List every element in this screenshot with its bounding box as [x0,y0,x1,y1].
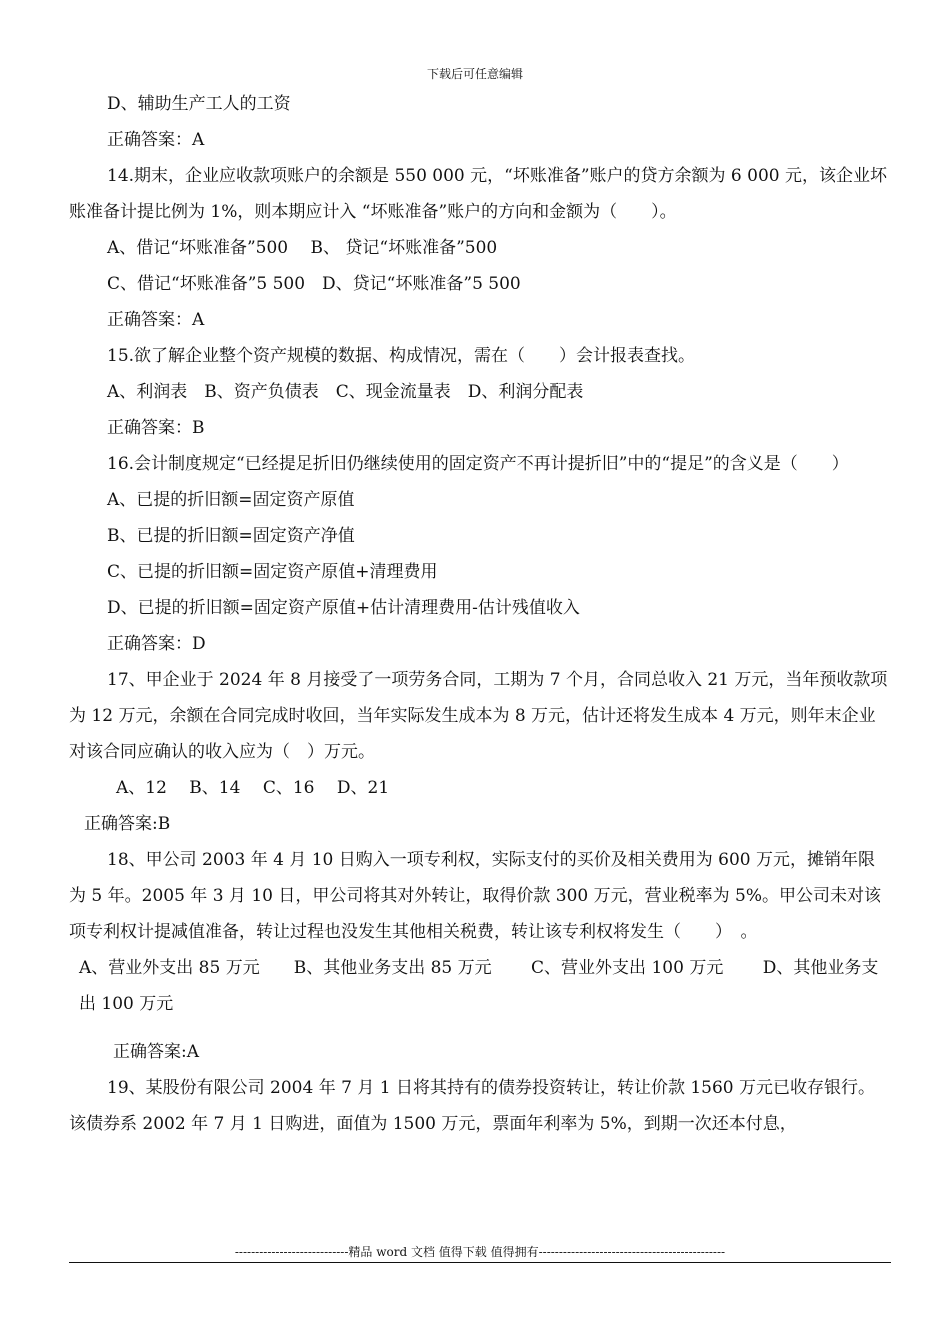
question-16-option-d: D、已提的折旧额=固定资产原值+估计清理费用-估计残值收入 [107,598,580,618]
question-14-options-ab: A、借记“坏账准备”500 B、 贷记“坏账准备”500 [107,238,498,258]
spacer [69,1022,891,1034]
option-d-prev: D、辅助生产工人的工资 [107,94,291,114]
question-14-options-cd: C、借记“坏账准备”5 500 D、贷记“坏账准备”5 500 [107,274,521,294]
document-body [69,86,891,1142]
answer-13: 正确答案：A [107,130,205,150]
question-15: 15.欲了解企业整个资产规模的数据、构成情况，需在（ ）会计报表查找。 [107,346,696,366]
question-16-option-c: C、已提的折旧额=固定资产原值+清理费用 [107,562,438,582]
page-header: 下载后可任意编辑 [426,67,523,81]
question-14: 14.期末，企业应收款项账户的余额是 550 000 元，“坏账准备”账户的贷方余额为 6 000 元，该企业坏账准备计提比例为 1%，则本期应计入 “坏账准备”账户的方向和金额为（ ）。 [69,166,887,222]
page-footer: ----------------------------精品 word 文档 值得下载 值得拥有---------------------------------------------- [69,1244,891,1263]
question-17: 17、甲企业于 2024 年 8 月接受了一项劳务合同，工期为 7 个月，合同总收入 21 万元，当年预收款项为 12 万元，余额在合同完成时收回，当年实际发生成本为 8 万元，估计还将发生成本 4 万元，则年末企业对该合同应确认的收入应为（ ）万元。 [69,670,888,762]
question-19: 19、某股份有限公司 2004 年 7 月 1 日将其持有的债券投资转让，转让价款 1560 万元已收存银行。该债券系 2002 年 7 月 1 日购进，面值为 1500 万元，票面年利率为 5%，到期一次还本付息， [69,1078,876,1134]
answer-15: 正确答案：B [107,418,205,438]
question-16-option-a: A、已提的折旧额=固定资产原值 [107,490,355,510]
question-18-options: A、营业外支出 85 万元 B、其他业务支出 85 万元 C、营业外支出 100 万元 D、其他业务支出 100 万元 [79,958,879,1014]
question-15-options: A、利润表 B、资产负债表 C、现金流量表 D、利润分配表 [107,382,584,402]
question-16: 16.会计制度规定“已经提足折旧仍继续使用的固定资产不再计提折旧”中的“提足”的含义是（ ） [107,454,849,474]
question-18: 18、甲公司 2003 年 4 月 10 日购入一项专利权，实际支付的买价及相关费用为 600 万元，摊销年限为 5 年。2005 年 3 月 10 日，甲公司将其对外转让，取得价款 300 万元，营业税率为 5%。甲公司未对该项专利权计提减值准备，转让过程也没发生其他相关税费，转让该专利权将发生（ ） 。 [69,850,881,942]
answer-16: 正确答案：D [107,634,206,654]
answer-18: 正确答案:A [113,1042,200,1062]
answer-14: 正确答案：A [107,310,205,330]
question-17-options: A、12 B、14 C、16 D、21 [116,778,390,798]
answer-17: 正确答案:B [84,814,171,834]
question-16-option-b: B、已提的折旧额=固定资产净值 [107,526,355,546]
